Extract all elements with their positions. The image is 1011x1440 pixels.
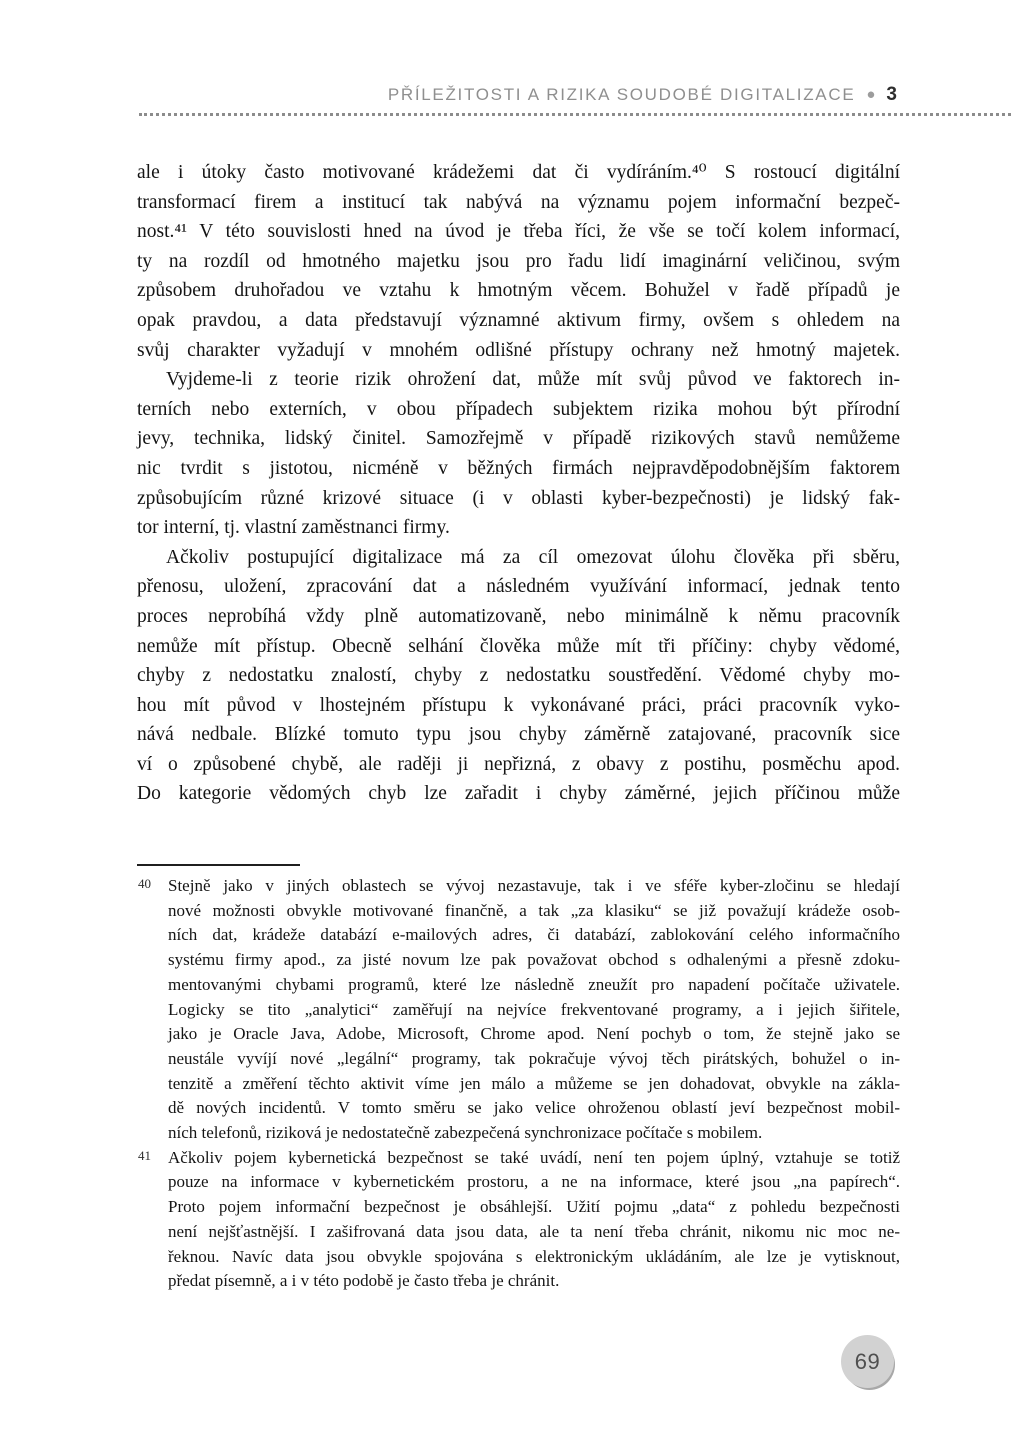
footnote-number: 41 [138, 1147, 151, 1163]
chapter-number: 3 [886, 84, 897, 105]
body-text-line: chyby z nedostatku znalostí, chyby z nedostatku soustředění. Vědomé chyby mo- [137, 665, 900, 687]
footnote-line: pouze na informace v kybernetickém prostoru, a ne na informace, které jsou „na papírech“. [168, 1172, 900, 1192]
bullet-icon: ● [866, 85, 876, 103]
footnote-line: tenzitě a změření těchto aktivit víme jen málo a můžeme se jen dohadovat, obvykle na zákla- [168, 1073, 900, 1093]
footnote-41-text [168, 1146, 900, 1294]
footnote-line: nové možnosti obvykle motivované finančně, a tak „za klasiku“ se již považují krádeže osob- [168, 900, 900, 920]
body-text-line: způsobem druhořadou ve vztahu k hmotným věcem. Bohužel v řadě případů je [137, 280, 900, 302]
body-text-line: svůj charakter vyžadují v mnohém odlišné přístupy ochrany než hmotný majetek. [137, 339, 900, 361]
footnote-40 [137, 874, 900, 1146]
body-text-line: přenosu, uložení, zpracování dat a následném využívání informací, jednak tento [137, 576, 900, 598]
footnote-separator [137, 864, 300, 866]
running-head [388, 84, 897, 106]
body-text-line: ale i útoky často motivované krádežemi dat či vydíráním.⁴⁰ S rostoucí digitální [137, 162, 900, 183]
footnote-line: ních telefonů, riziková je nedostatečně zabezpečená synchronizace počítače s mobilem. [168, 1123, 763, 1143]
footnote-line: předat písemně, a i v této podobě je často třeba je chránit. [168, 1271, 560, 1291]
body-text-line: Do kategorie vědomých chyb lze zařadit i chyby záměrné, jejich příčinou může [137, 783, 900, 805]
body-text [137, 158, 900, 809]
body-text-line: ty na rozdíl od hmotného majetku jsou pro řadu lidí imaginární veličinou, svým [137, 250, 900, 272]
page-number-badge [841, 1335, 894, 1388]
body-text-line: nemůže mít přístup. Obecně selhání člověka může mít tři příčiny: chyby vědomé, [137, 635, 900, 657]
footnote-40-text [168, 874, 900, 1146]
header-dotted-rule [139, 113, 1011, 116]
footnote-line: není nejšťastnější. I zašifrovaná data jsou data, ale ta není třeba chránit, nikomu nic moc ne- [168, 1221, 900, 1241]
body-text-line: ví o způsobené chybě, ale raději ji nepřizná, z obavy z postihu, posměchu apod. [137, 753, 900, 775]
footnote-line: dě nových incidentů. V tomto směru se jako velice ohroženou oblastí jeví bezpečnost mobil- [168, 1098, 900, 1118]
body-text-line: nává nedbale. Blízké tomuto typu jsou chyby záměrně zatajované, pracovník sice [137, 724, 900, 746]
footnote-line: Logicky se tito „analytici“ zaměřují na nejvíce frekventované programy, a i jejich šiřitele, [168, 999, 900, 1019]
footnote-line: systému firmy apod., za jisté novum lze pak považovat obchod s odhalenými a přesně zdoku- [168, 950, 900, 970]
body-text-line: Vyjdeme-li z teorie rizik ohrožení dat, může mít svůj původ ve faktorech in- [166, 369, 900, 391]
body-text-line: transformací firem a institucí tak nabývá na významu pojem informační bezpeč- [137, 191, 900, 213]
footnote-line: mentovanými chybami programů, které lze následně zneužít pro napadení počítače uživatele. [168, 974, 900, 994]
running-head-title: PŘÍLEŽITOSTI A RIZIKA SOUDOBÉ DIGITALIZACE [387, 85, 856, 104]
footnote-line: neustále vyvíjí nové „legální“ programy, tak pokračuje vývoj těch pirátských, bohužel o in- [168, 1048, 900, 1068]
body-text-line: Ačkoliv postupující digitalizace má za cíl omezovat úlohu člověka při sběru, [166, 546, 900, 568]
body-text-line: nost.⁴¹ V této souvislosti hned na úvod je třeba říci, že vše se točí kolem informací, [137, 221, 900, 243]
page-number: 69 [854, 1348, 881, 1374]
footnotes [137, 874, 900, 1294]
footnote-line: řeknou. Navíc data jsou obvykle spojována s elektronickým ukládáním, ale lze je vytisknout, [168, 1246, 900, 1266]
body-text-line: tor interní, tj. vlastní zaměstnanci firmy. [137, 517, 450, 539]
footnote-41 [137, 1146, 900, 1294]
body-text-line: proces neprobíhá vždy plně automatizovaně, nebo minimálně k němu pracovník [137, 605, 900, 627]
footnote-line: Ačkoliv pojem kybernetická bezpečnost se také uvádí, není ten pojem úplný, vztahuje se totiž [168, 1147, 900, 1167]
body-text-line: nic tvrdit s jistotou, nicméně v běžných firmách nejpravděpodobnějším faktorem [137, 457, 900, 479]
body-text-line: terních nebo externích, v obou případech subjektem rizika mohou být přírodní [137, 398, 900, 420]
footnote-line: Proto pojem informační bezpečnost je obsáhlejší. Užití pojmu „data“ z pohledu bezpečnosti [168, 1197, 900, 1217]
footnote-line: Stejně jako v jiných oblastech se vývoj nezastavuje, tak i ve sféře kyber-zločinu se hledají [168, 876, 900, 895]
footnote-line: jako je Oracle Java, Adobe, Microsoft, Chrome apod. Není pochyb o tom, že stejně jako se [168, 1024, 900, 1044]
body-text-line: opak pravdou, a data představují významné aktivum firmy, ovšem s ohledem na [137, 309, 900, 331]
footnote-number: 40 [138, 876, 151, 891]
footnote-line: ních dat, krádeže databází e-mailových adres, či databází, zablokování celého informačního [168, 925, 900, 945]
body-text-line: hou mít původ v lhostejném přístupu k vykonávané práci, práci pracovník vyko- [137, 694, 900, 716]
body-text-line: způsobujícím různé krizové situace (i v oblasti kyber-bezpečnosti) je lidský fak- [137, 487, 900, 509]
body-text-line: jevy, technika, lidský činitel. Samozřejmě v případě rizikových stavů nemůžeme [137, 428, 900, 450]
